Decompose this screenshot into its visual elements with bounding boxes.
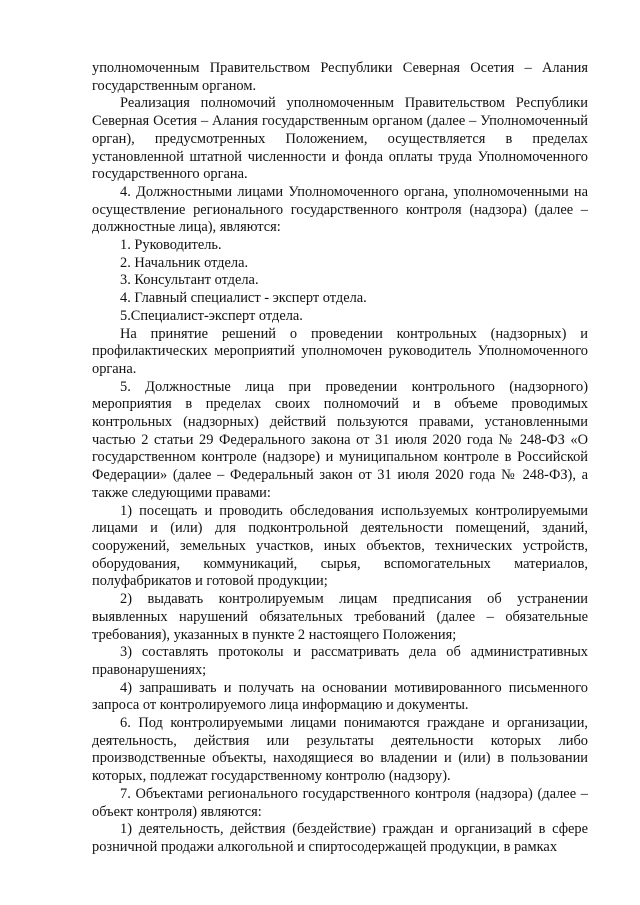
list-item: 1. Руководитель. (120, 237, 222, 254)
list-item: 4. Главный специалист - эксперт отдела. (120, 290, 367, 307)
list-item: 3) составлять протоколы и рассматривать дела об административных правонарушениях; (92, 644, 588, 678)
paragraph: Реализация полномочий уполномоченным Правительством Республики Северная Осетия – Алания государственным органом (далее – Уполномоченный орган), предусмотренных Положением, осуществляется в пределах установленной штатной численности и фонда оплаты труда Уполномоченного государственного органа. (92, 95, 588, 183)
list-item: 5.Специалист-эксперт отдела. (120, 307, 303, 324)
list-item: 2. Начальник отдела. (120, 254, 249, 271)
paragraph: 4. Должностными лицами Уполномоченного органа, уполномоченными на осуществление регионального государственного контроля (надзора) (далее – должностные лица), являются: (92, 183, 588, 236)
paragraph: 6. Под контролируемыми лицами понимаются граждане и организации, деятельность, действия или результаты деятельности которых либо производственные объекты, находящиеся во владении и (или) в пользовании которых, подлежат государственному контролю (надзору). (92, 715, 588, 785)
paragraph: 7. Объектами регионального государственного контроля (надзора) (далее – объект контроля) являются: (92, 785, 588, 820)
paragraph: На принятие решений о проведении контрольных (надзорных) и профилактических мероприятий уполномочен руководитель Уполномоченного органа. (92, 325, 588, 377)
list-item: 1) посещать и проводить обследования используемых контролируемыми лицами и (или) для подконтрольной деятельности помещений, зданий, сооружений, земельных участков, иных объектов, технических устройств, оборудования, коммуникаций, сырья, вспомогательных материалов, полуфабрикатов и готовой продукции; (92, 502, 588, 590)
document-page (92, 60, 588, 857)
paragraph: 5. Должностные лица при проведении контрольного (надзорного) мероприятия в пределах своих полномочий и в объеме проводимых контрольных (надзорных) действий пользуются правами, установленными частью 2 статьи 29 Федерального закона от 31 июля 2020 года № 248-ФЗ «О государственном контроле (надзоре) и муниципальном контроле в Российской Федерации» (далее – Федеральный закон от 31 июля 2020 года № 248-ФЗ), а также следующими правами: (92, 378, 588, 501)
list-item: 1) деятельность, действия (бездействие) граждан и организаций в сфере розничной продажи алкогольной и спиртосодержащей продукции, в рамках (92, 821, 588, 855)
list-item: 2) выдавать контролируемым лицам предписания об устранении выявленных нарушений обязательных требований (далее – обязательные требования), указанных в пункте 2 настоящего Положения; (92, 591, 588, 643)
list-item: 3. Консультант отдела. (120, 272, 259, 289)
list-item: 4) запрашивать и получать на основании мотивированного письменного запроса от контролируемого лица информацию и документы. (92, 679, 588, 714)
paragraph: уполномоченным Правительством Республики Северная Осетия – Алания государственным органом. (92, 60, 588, 94)
